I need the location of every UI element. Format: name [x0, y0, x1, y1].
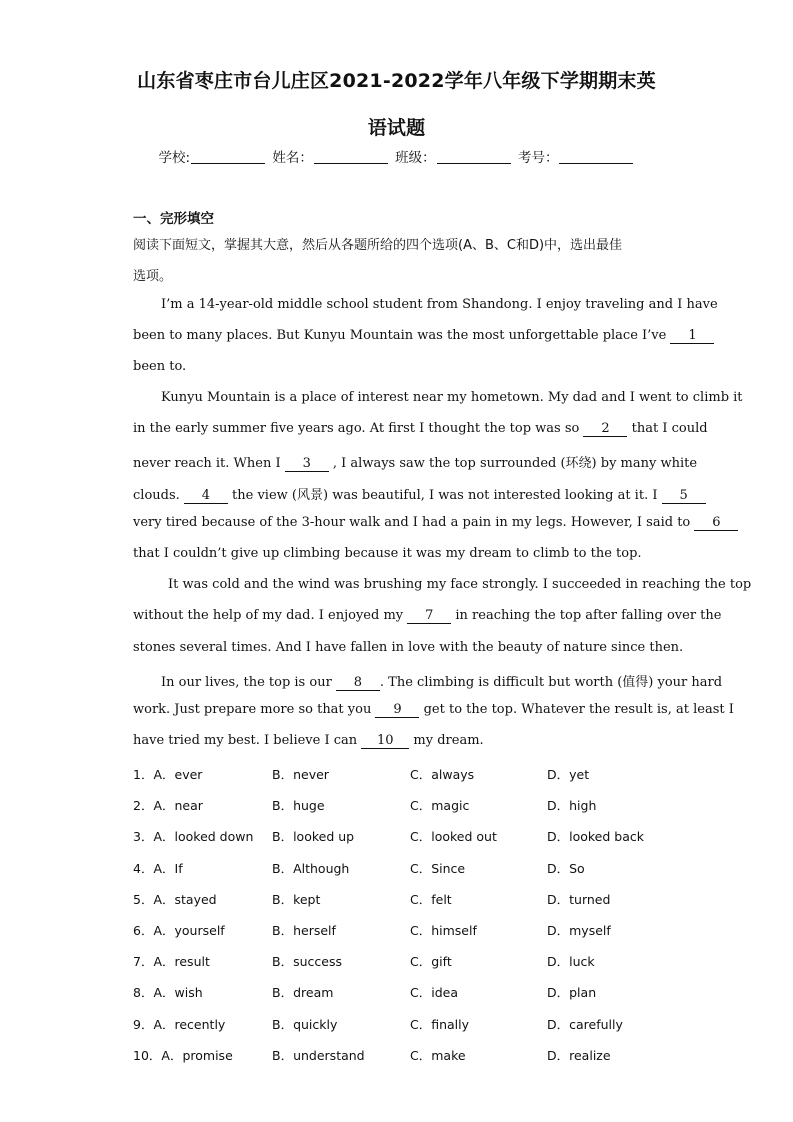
number-blank[interactable] — [559, 149, 633, 164]
passage-line — [133, 577, 752, 592]
passage-text: work. Just prepare more so that you — [133, 702, 376, 717]
option-a[interactable]: 4．A．If — [133, 861, 183, 876]
school-label: 学校: — [158, 150, 191, 166]
option-d[interactable]: D．carefully — [547, 1017, 623, 1032]
option-c[interactable]: C．gift — [410, 954, 452, 969]
class-label: 班级： — [395, 150, 436, 166]
option-d[interactable]: D．looked back — [547, 829, 644, 844]
passage-line — [133, 515, 721, 531]
cloze-blank[interactable]: 10 — [361, 734, 409, 749]
name-blank[interactable] — [314, 149, 388, 164]
passage-text: that I couldn’t give up climbing because it was my dream to climb to the top. — [133, 546, 642, 561]
question-row — [133, 1015, 663, 1031]
option-c[interactable]: C．always — [410, 767, 475, 782]
question-row — [133, 983, 663, 999]
cloze-blank[interactable]: 7 — [407, 609, 451, 624]
passage-text: been to many places. But Kunyu Mountain was the most unforgettable place I’ve — [133, 328, 671, 343]
option-d[interactable]: D．plan — [547, 985, 597, 1000]
passage-text: It was cold and the wind was brushing my face strongly. I succeeded in reaching the top — [168, 577, 752, 592]
passage-line — [133, 421, 708, 437]
number-label: 考号： — [517, 150, 559, 166]
passage-line — [133, 702, 734, 718]
passage-text: Kunyu Mountain is a place of interest near my hometown. My dad and I went to climb it — [161, 390, 743, 405]
passage-text: that I could — [627, 421, 708, 436]
passage-text: my dream. — [409, 733, 484, 748]
option-c[interactable]: C．felt — [410, 892, 452, 907]
passage-line — [133, 608, 722, 624]
option-b[interactable]: B．success — [272, 954, 342, 969]
exam-title-line-2: 语试题 — [367, 117, 426, 139]
option-c[interactable]: C．finally — [410, 1017, 470, 1032]
option-d[interactable]: D．high — [547, 798, 597, 813]
question-row — [133, 890, 663, 906]
option-b[interactable]: B．dream — [272, 985, 334, 1000]
passage-text: have tried my best. I believe I can — [133, 733, 362, 748]
instructions-line-1: 阅读下面短文，掌握其大意，然后从各题所给的四个选项(A、B、C和D)中，选出最佳 — [133, 238, 623, 253]
passage-text: never reach it. When I — [133, 456, 285, 471]
option-c[interactable]: C．looked out — [410, 829, 497, 844]
option-b[interactable]: B．kept — [272, 892, 321, 907]
passage-text: in reaching the top after falling over the — [451, 608, 722, 623]
passage-text: , I always saw the top surrounded (环绕) by many white — [328, 456, 698, 471]
name-label: 姓名： — [272, 150, 313, 166]
option-d[interactable]: D．realize — [547, 1048, 611, 1063]
option-a[interactable]: 9．A．recently — [133, 1017, 226, 1032]
cloze-blank[interactable]: 6 — [694, 516, 738, 531]
passage-text: in the early summer five years ago. At first I thought the top was so — [133, 421, 584, 436]
option-c[interactable]: C．Since — [410, 861, 466, 876]
section-title: 一、完形填空 — [133, 211, 214, 227]
option-c[interactable]: C．idea — [410, 985, 458, 1000]
option-c[interactable]: C．himself — [410, 923, 477, 938]
cloze-blank[interactable]: 5 — [662, 489, 706, 504]
option-b[interactable]: B．herself — [272, 923, 336, 938]
question-row — [133, 765, 663, 781]
student-info-row — [0, 146, 793, 166]
option-b[interactable]: B．understand — [272, 1048, 365, 1063]
cloze-blank[interactable]: 2 — [583, 422, 627, 437]
option-d[interactable]: D．So — [547, 861, 585, 876]
option-a[interactable]: 1．A．ever — [133, 767, 203, 782]
option-b[interactable]: B．huge — [272, 798, 325, 813]
cloze-blank[interactable]: 1 — [670, 329, 714, 344]
option-b[interactable]: B．Although — [272, 861, 350, 876]
question-row — [133, 921, 663, 937]
passage-text: been to. — [133, 359, 187, 374]
question-row — [133, 859, 663, 875]
cloze-blank[interactable]: 3 — [285, 457, 329, 472]
passage-text: . The climbing is difficult but worth (值得) your hard — [379, 675, 723, 690]
school-blank[interactable] — [191, 149, 265, 164]
class-blank[interactable] — [437, 149, 511, 164]
question-row — [133, 1046, 663, 1062]
passage-line — [133, 733, 663, 749]
passage-text: clouds. — [133, 488, 184, 503]
option-a[interactable]: 3．A．looked down — [133, 829, 254, 844]
option-d[interactable]: D．myself — [547, 923, 611, 938]
passage-text: In our lives, the top is our — [161, 675, 336, 690]
cloze-blank[interactable]: 8 — [336, 676, 380, 691]
passage-line — [133, 328, 697, 344]
passage-text: stones several times. And I have fallen in love with the beauty of nature since then. — [133, 640, 684, 655]
question-row — [133, 827, 663, 843]
passage-text: get to the top. Whatever the result is, at least I — [419, 702, 734, 717]
option-a[interactable]: 5．A．stayed — [133, 892, 217, 907]
option-a[interactable]: 8．A．wish — [133, 985, 203, 1000]
option-c[interactable]: C．make — [410, 1048, 466, 1063]
passage-line — [133, 671, 723, 691]
passage-text: very tired because of the 3-hour walk and I had a pain in my legs. However, I said to — [133, 515, 695, 530]
passage-line — [133, 640, 684, 655]
instructions-line-2: 选项。 — [133, 269, 173, 284]
option-a[interactable]: 7．A．result — [133, 954, 210, 969]
option-a[interactable]: 2．A．near — [133, 798, 203, 813]
option-c[interactable]: C．magic — [410, 798, 470, 813]
passage-line — [133, 546, 663, 561]
question-row — [133, 796, 663, 812]
option-b[interactable]: B．looked up — [272, 829, 355, 844]
cloze-blank[interactable]: 4 — [184, 489, 228, 504]
option-b[interactable]: B．never — [272, 767, 329, 782]
question-row — [133, 952, 663, 968]
option-d[interactable]: D．turned — [547, 892, 611, 907]
exam-title-line-1: 山东省枣庄市台儿庄区2021-2022学年八年级下学期期末英 — [137, 70, 656, 92]
option-d[interactable]: D．luck — [547, 954, 595, 969]
passage-line — [133, 390, 743, 405]
passage-line — [133, 359, 663, 374]
passage-line — [133, 484, 688, 504]
passage-text: I’m a 14-year-old middle school student from Shandong. I enjoy traveling and I have — [161, 297, 718, 312]
passage-line — [133, 452, 698, 472]
passage-text: the view (风景) was beautiful, I was not interested looking at it. I — [227, 488, 662, 503]
option-b[interactable]: B．quickly — [272, 1017, 338, 1032]
passage-text: without the help of my dad. I enjoyed my — [133, 608, 408, 623]
option-a[interactable]: 10．A．promise — [133, 1048, 233, 1063]
option-d[interactable]: D．yet — [547, 767, 590, 782]
passage-line — [133, 297, 718, 312]
option-a[interactable]: 6．A．yourself — [133, 923, 225, 938]
cloze-blank[interactable]: 9 — [375, 703, 419, 718]
